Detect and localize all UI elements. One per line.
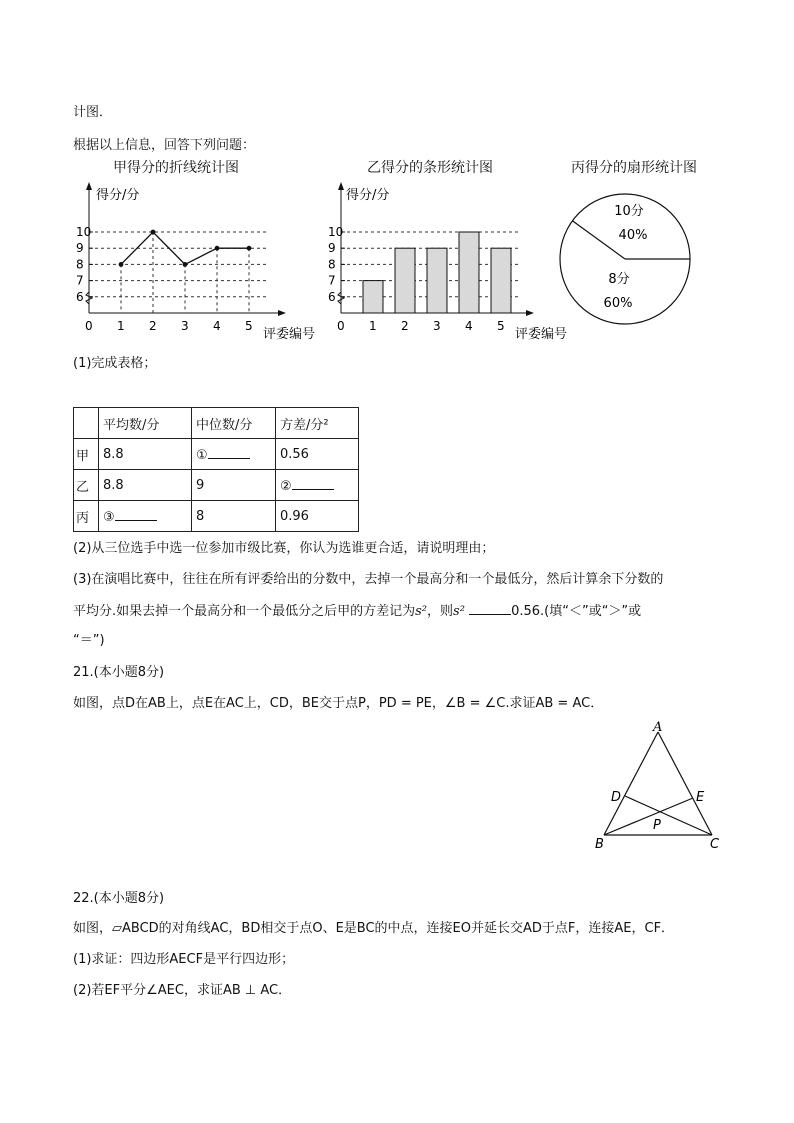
bar (395, 248, 415, 313)
table-cell-blank (192, 439, 276, 470)
table-cell: 丙 (74, 501, 99, 532)
answer-blank (115, 508, 157, 521)
table-header-row (74, 408, 359, 439)
intro-text: 根据以上信息，回答下列问题： (73, 138, 256, 153)
y-tick-label: 8 (328, 257, 336, 272)
answer-blank (208, 446, 250, 459)
bing-pie-chart (555, 188, 695, 328)
p22-heading: 22.(本小题8分) (73, 891, 165, 906)
y-tick-label: 6 (328, 289, 336, 304)
x-tick-label: 1 (117, 319, 125, 333)
bar (363, 281, 383, 313)
p22-text: 如图，▱ABCD的对角线AC，BD相交于点O、E是BC的中点，连接EO并延长交AD于点F，连接AE，CF． (73, 921, 675, 936)
table-cell: 甲 (74, 439, 99, 470)
p22-q2: (2)若EF平分∠AEC，求证AB ⊥ AC． (73, 983, 292, 998)
y-tick-label: 7 (76, 273, 84, 288)
table-cell: 0.56 (276, 439, 359, 470)
x-tick-label: 3 (433, 319, 441, 333)
jia-chart-title: 甲得分的折线统计图 (113, 160, 239, 176)
y-tick-label: 7 (328, 273, 336, 288)
pie-top-label: 10分 (614, 204, 644, 219)
data-point (119, 262, 124, 267)
q2-text: (2)从三位选手中选一位参加市级比赛，你认为选谁更合适，请说明理由； (73, 541, 495, 556)
jia-xlabel: 评委编号 (263, 327, 316, 342)
table-row (74, 501, 359, 532)
q1-text: (1)完成表格； (73, 356, 157, 371)
data-point (183, 262, 188, 267)
jia-y-arrow (86, 182, 92, 190)
table-cell: 8 (192, 501, 276, 532)
label-a: A (653, 720, 663, 735)
x-tick-label: 5 (245, 319, 253, 333)
data-point (151, 230, 156, 235)
table-header-cell: 方差/分² (276, 408, 359, 439)
segment-ac (658, 732, 712, 835)
table-cell: 0.96 (276, 501, 359, 532)
table-header-cell: 中位数/分 (192, 408, 276, 439)
table-header-cell (74, 408, 99, 439)
y-tick-label: 10 (76, 225, 92, 239)
top-line: 计图． (73, 105, 113, 120)
p21-text: 如图，点D在AB上，点E在AC上，CD，BE交于点P，PD = PE，∠B = ∠C.求证AB = AC． (73, 696, 604, 711)
x-tick-label: 1 (369, 319, 377, 333)
table-row (74, 439, 359, 470)
triangle-figure (585, 715, 725, 855)
bing-chart-title: 丙得分的扇形统计图 (571, 160, 697, 176)
q3-line1: (3)在演唱比赛中，往往在所有评委给出的分数中，去掉一个最高分和一个最低分，然后计算余下分数的 (73, 572, 664, 587)
x-tick-label: 4 (213, 319, 221, 333)
q3-line2 (73, 602, 641, 621)
bar (491, 248, 511, 313)
y-tick-label: 9 (328, 241, 336, 256)
s2-symbol: s² (453, 604, 465, 619)
pie-slice-boundary (572, 221, 625, 259)
yi-x-arrow (526, 310, 534, 316)
yi-bar-chart (322, 180, 582, 345)
yi-origin: 0 (337, 319, 345, 333)
yi-ylabel: 得分/分 (346, 188, 390, 203)
x-tick-label: 2 (401, 319, 409, 333)
table-header-cell: 平均数/分 (99, 408, 192, 439)
bar (459, 232, 479, 313)
table-cell: 9 (192, 470, 276, 501)
q3-text-e: 0.56.(填“＜”或“＞”或 (511, 604, 642, 619)
table-cell: 8.8 (99, 470, 192, 501)
x-tick-label: 5 (497, 319, 505, 333)
answer-blank (292, 477, 334, 490)
jia-ylabel: 得分/分 (96, 188, 140, 203)
answer-blank (469, 602, 511, 615)
data-point (215, 246, 220, 251)
y-tick-label: 6 (76, 289, 84, 304)
p21-heading: 21.(本小题8分) (73, 665, 165, 680)
yi-xlabel: 评委编号 (515, 327, 568, 342)
q3-text-c: ，则 (427, 604, 454, 619)
q3-text-a: 平均分.如果去掉一个最高分和一个最低分之后甲的方差记为 (73, 604, 416, 619)
table-cell-blank (276, 470, 359, 501)
label-c: C (710, 837, 720, 852)
blank-marker: ③ (103, 509, 115, 525)
table-cell: 乙 (74, 470, 99, 501)
segment-ab (604, 732, 658, 835)
jia-origin: 0 (85, 319, 93, 333)
pie-bottom-label: 8分 (608, 272, 630, 287)
label-d: D (611, 790, 622, 805)
pie-bottom-pct: 60% (603, 296, 633, 311)
x-tick-label: 3 (181, 319, 189, 333)
q3-line3: “＝”) (73, 633, 105, 648)
x-tick-label: 4 (465, 319, 473, 333)
label-p: P (653, 818, 661, 833)
score-table (73, 407, 359, 532)
table-row (74, 470, 359, 501)
y-tick-label: 9 (76, 241, 84, 256)
bar (427, 248, 447, 313)
blank-marker: ② (280, 478, 292, 494)
table-cell: 8.8 (99, 439, 192, 470)
pie-top-pct: 40% (618, 228, 648, 243)
table-cell-blank (99, 501, 192, 532)
y-tick-label: 8 (76, 257, 84, 272)
jia-x-arrow (278, 310, 286, 316)
data-point (247, 246, 252, 251)
label-b: B (595, 837, 604, 852)
x-tick-label: 2 (149, 319, 157, 333)
p22-q1: (1)求证：四边形AECF是平行四边形； (73, 952, 295, 967)
y-tick-label: 10 (328, 225, 344, 239)
jia-line-chart (70, 180, 330, 345)
yi-chart-title: 乙得分的条形统计图 (367, 160, 493, 176)
label-e: E (696, 790, 705, 805)
yi-y-arrow (338, 182, 344, 190)
blank-marker: ① (196, 447, 208, 463)
s2-symbol: s² (415, 604, 428, 619)
